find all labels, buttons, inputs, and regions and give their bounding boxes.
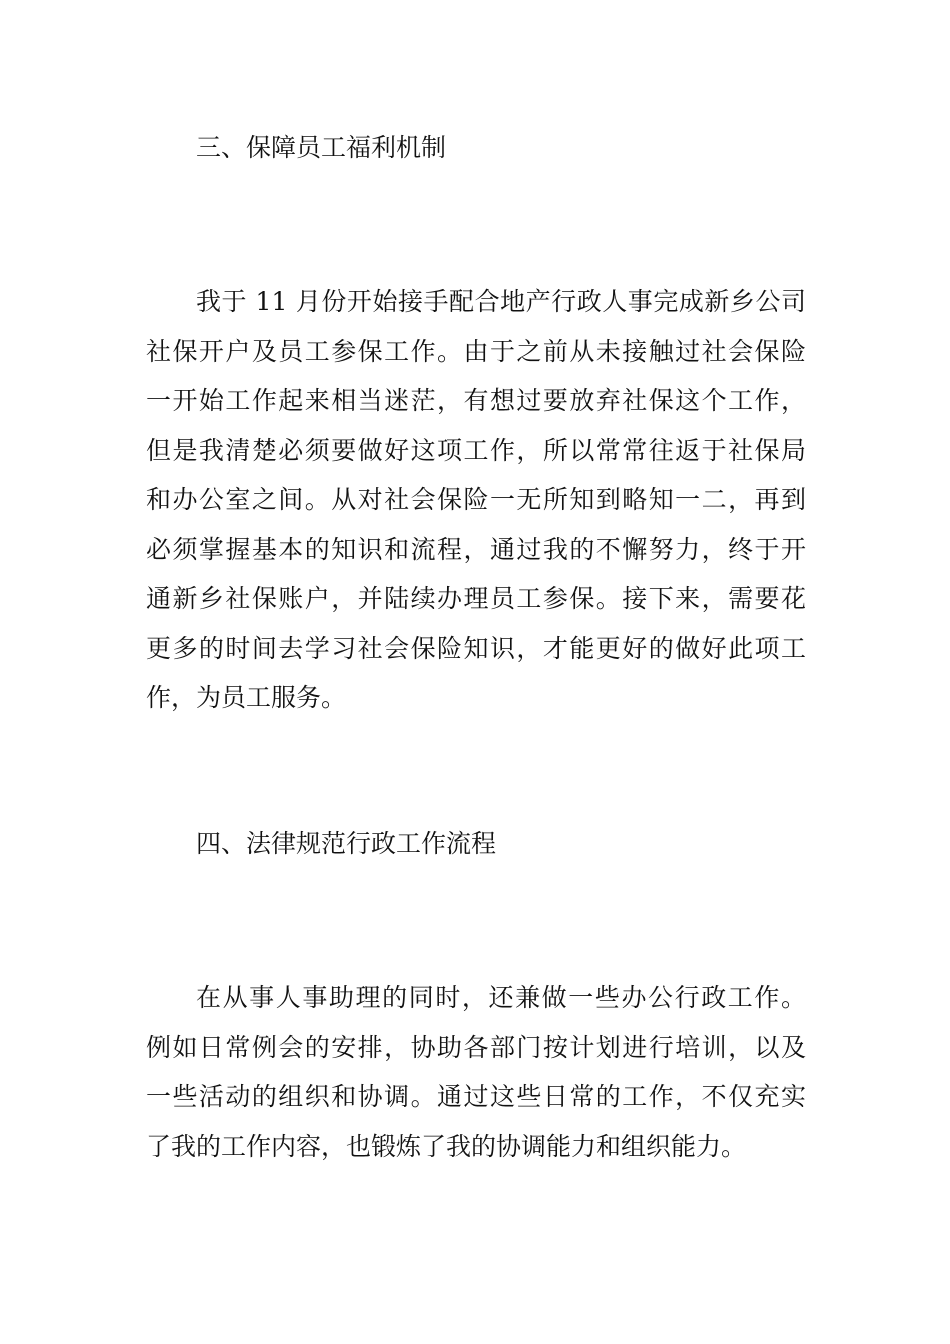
paragraph-line: 我于 11 月份开始接手配合地产行政人事完成新乡公司 bbox=[196, 287, 806, 316]
paragraph-line: 了我的工作内容，也锻炼了我的协调能力和组织能力。 bbox=[146, 1131, 747, 1161]
paragraph-line: 和办公室之间。从对社会保险一无所知到略知一二，再到 bbox=[146, 485, 806, 514]
paragraph-line: 一些活动的组织和协调。通过这些日常的工作，不仅充实 bbox=[146, 1082, 806, 1111]
section-paragraph bbox=[146, 277, 806, 723]
paragraph-line: 在从事人事助理的同时，还兼做一些办公行政工作。 bbox=[196, 983, 806, 1012]
paragraph-line: 更多的时间去学习社会保险知识，才能更好的做好此项工 bbox=[146, 633, 806, 663]
paragraph-line: 社保开户及员工参保工作。由于之前从未接触过社会保险 bbox=[146, 336, 806, 366]
paragraph-line: 必须掌握基本的知识和流程，通过我的不懈努力，终于开 bbox=[146, 534, 806, 564]
section-heading: 四、法律规范行政工作流程 bbox=[196, 829, 497, 858]
section-paragraph bbox=[146, 973, 806, 1171]
paragraph-line: 例如日常例会的安排，协助各部门按计划进行培训，以及 bbox=[146, 1032, 806, 1062]
paragraph-line: 作，为员工服务。 bbox=[146, 683, 347, 712]
paragraph-line: 但是我清楚必须要做好这项工作，所以常常往返于社保局 bbox=[146, 435, 806, 465]
paragraph-line: 通新乡社保账户，并陆续办理员工参保。接下来，需要花 bbox=[146, 584, 806, 613]
section-heading: 三、保障员工福利机制 bbox=[196, 133, 447, 162]
paragraph-line: 一开始工作起来相当迷茫，有想过要放弃社保这个工作， bbox=[146, 386, 806, 415]
